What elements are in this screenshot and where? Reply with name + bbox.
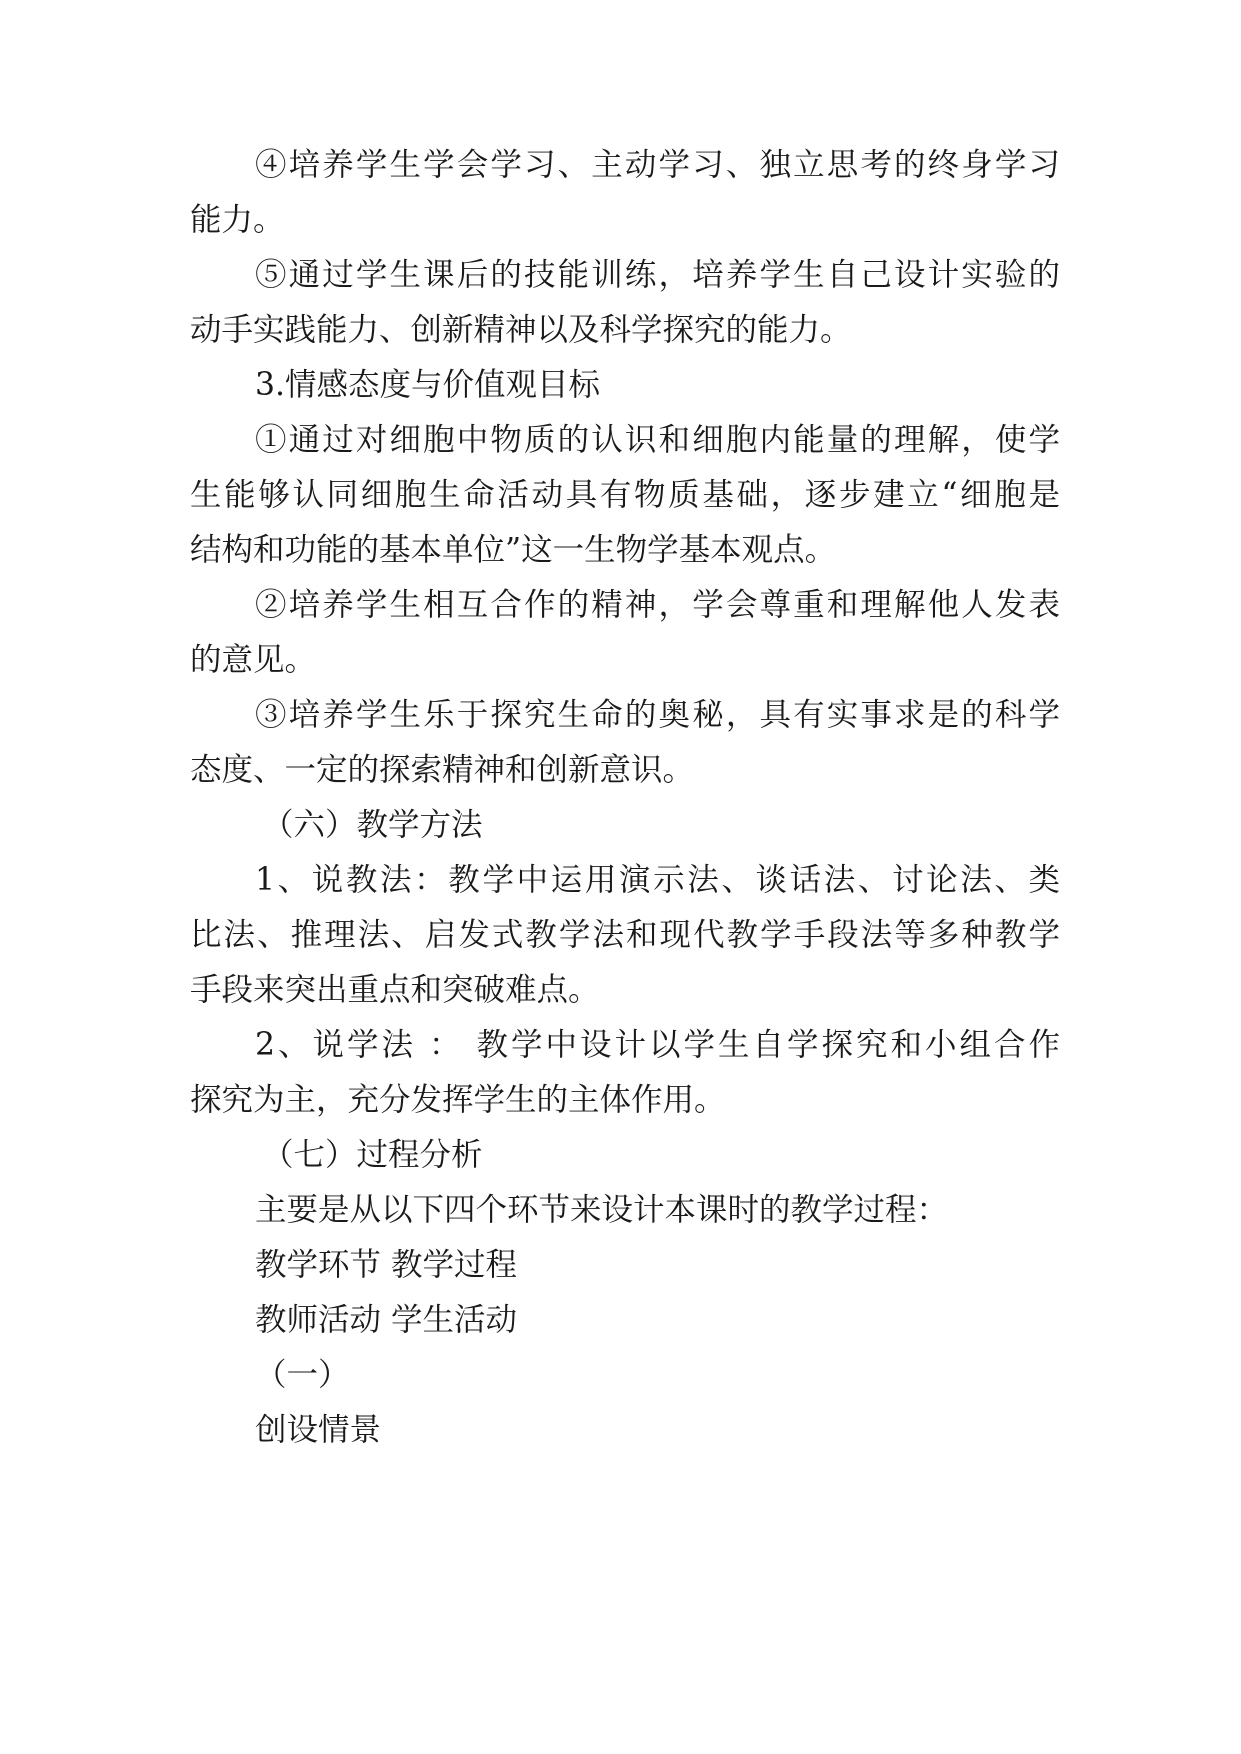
text-line: 1、说教法：教学中运用演示法、谈话法、讨论法、类 xyxy=(255,862,1060,898)
text-line: （一） xyxy=(255,1357,350,1393)
text-line: 生能够认同细胞生命活动具有物质基础，逐步建立“细胞是 xyxy=(190,477,1060,513)
text-line: 创设情景 xyxy=(255,1412,382,1448)
section-heading: （七）过程分析 xyxy=(262,1137,483,1173)
text-line: ②培养学生相互合作的精神，学会尊重和理解他人发表 xyxy=(255,587,1060,623)
text-line: 态度、一定的探索精神和创新意识。 xyxy=(190,752,695,788)
text-line: 能力。 xyxy=(190,202,285,238)
text-line: 的意见。 xyxy=(190,642,317,678)
text-line: 探究为主，充分发挥学生的主体作用。 xyxy=(190,1082,726,1118)
text-line: ④培养学生学会学习、主动学习、独立思考的终身学习 xyxy=(255,147,1060,183)
section-heading: （六）教学方法 xyxy=(262,807,483,843)
text-line: ①通过对细胞中物质的认识和细胞内能量的理解，使学 xyxy=(255,422,1060,458)
text-line: 动手实践能力、创新精神以及科学探究的能力。 xyxy=(190,312,852,348)
text-line: 手段来突出重点和突破难点。 xyxy=(190,972,600,1008)
text-line: ③培养学生乐于探究生命的奥秘，具有实事求是的科学 xyxy=(255,697,1060,733)
text-line: 比法、推理法、启发式教学法和现代教学手段法等多种教学 xyxy=(190,917,1060,953)
text-line: ⑤通过学生课后的技能训练，培养学生自己设计实验的 xyxy=(255,257,1060,293)
text-line: 2、说学法 ： 教学中设计以学生自学探究和小组合作 xyxy=(255,1027,1060,1063)
text-line: 教师活动 学生活动 xyxy=(255,1302,518,1338)
text-line: 主要是从以下四个环节来设计本课时的教学过程： xyxy=(255,1192,949,1228)
text-line: 结构和功能的基本单位”这一生物学基本观点。 xyxy=(190,532,837,568)
text-line: 教学环节 教学过程 xyxy=(255,1247,518,1283)
section-heading: 3.情感态度与价值观目标 xyxy=(255,367,601,403)
